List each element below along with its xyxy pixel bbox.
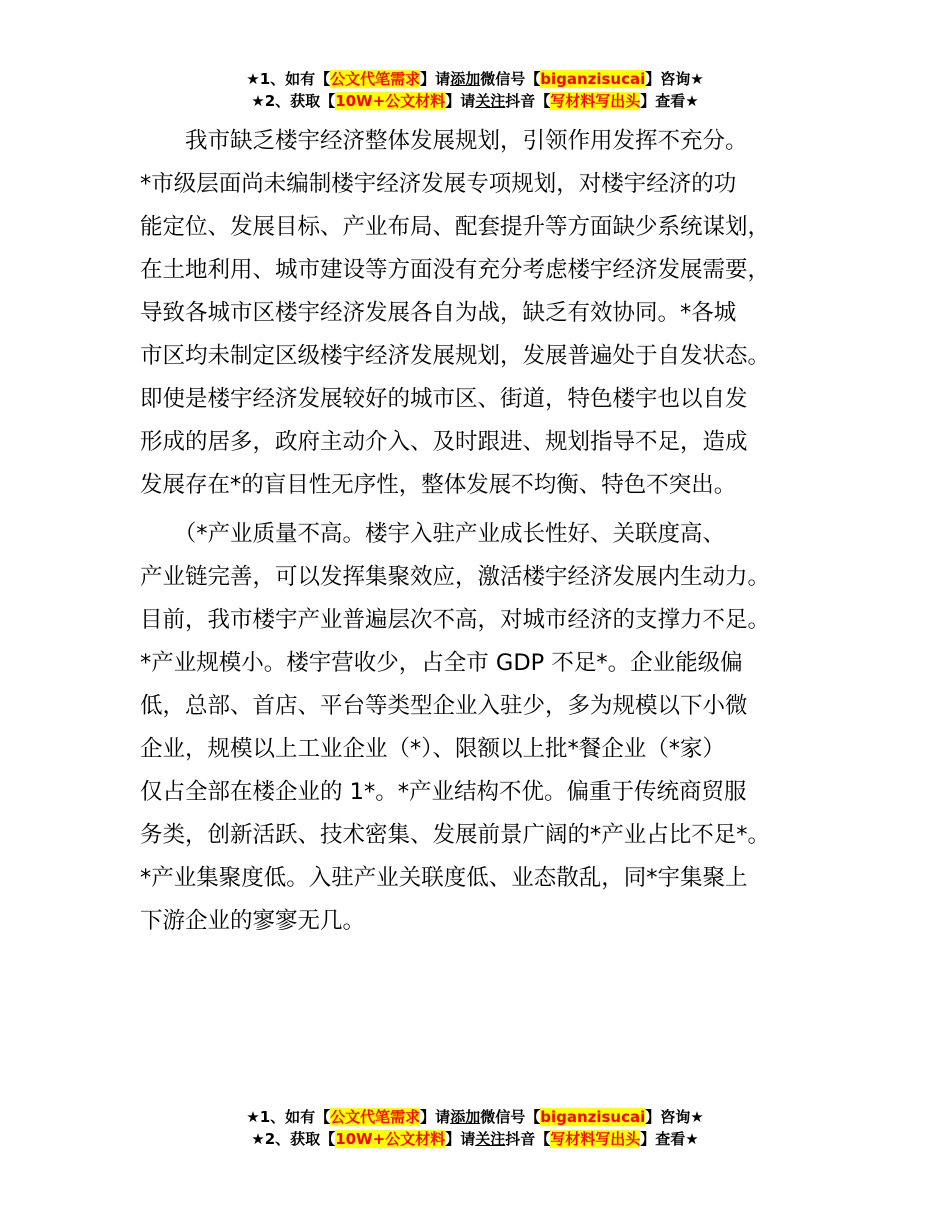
banner-text: ★1、如有【	[246, 70, 331, 88]
wechat-id: biganzisucai	[540, 1108, 646, 1126]
banner-text: 】请	[420, 1108, 451, 1126]
banner-text: 抖音【	[505, 1130, 551, 1148]
highlight-text: 10W+公文材料	[335, 1130, 446, 1148]
underlined-text: 关注	[475, 1130, 506, 1148]
banner-line-1	[0, 68, 950, 90]
paragraph-1: 我市缺乏楼宇经济整体发展规划，引领作用发挥不充分。 *市级层面尚未编制楼宇经济发展专项规划，对楼宇经济的功 能定位、发展目标、产业布局、配套提升等方面缺少系统谋划， 在土地利用、城市建设等方面没有充分考虑楼宇经济发展需要， 导致各城市区楼宇经济发展各自为战，缺乏有效协同。*各城 市区均未制定区级楼宇经济发展规划，发展普遍处于自发状态。 即使是楼宇经济发展较好的城市区、街道，特色楼宇也以自发 形成的居多，政府主动介入、及时跟进、规划指导不足，造成 发展存在*的盲目性无序性，整体发展不均衡、特色不突出。	[140, 128, 771, 498]
banner-text: 】请	[445, 1130, 476, 1148]
banner-text: 】请	[420, 70, 451, 88]
wechat-id: biganzisucai	[540, 70, 646, 88]
banner-text: 抖音【	[505, 92, 551, 110]
banner-line-1	[0, 1106, 950, 1128]
underlined-text: 添加	[450, 1108, 481, 1126]
banner-text: ★2、获取【	[251, 1130, 336, 1148]
banner-text: 微信号【	[480, 1108, 541, 1126]
banner-text: ★2、获取【	[251, 92, 336, 110]
paragraph-2: （*产业质量不高。楼宇入驻产业成长性好、关联度高、 产业链完善，可以发挥集聚效应，激活楼宇经济发展内生动力。 目前，我市楼宇产业普遍层次不高，对城市经济的支撑力不足。 *产业规模小。楼宇营收少，占全市 GDP 不足*。企业能级偏 低，总部、首店、平台等类型企业入驻少，多为规模以下小微 企业，规模以上工业企业（*）、限额以上批*餐企业（*家） 仅占全部在楼企业的 1*。*产业结构不优。偏重于传统商贸服 务类，创新活跃、技术密集、发展前景广阔的*产业占比不足*。 *产业集聚度低。入驻产业关联度低、业态散乱，同*宇集聚上 下游企业的寥寥无几。	[140, 521, 771, 934]
douyin-account: 写材料写出头	[550, 92, 641, 110]
document-body	[140, 120, 830, 943]
underlined-text: 添加	[450, 70, 481, 88]
banner-text: 】咨询★	[645, 70, 704, 88]
highlight-text: 公文代笔需求	[330, 1108, 421, 1126]
footer-banner	[0, 1106, 950, 1150]
banner-line-2	[0, 1128, 950, 1150]
banner-text: 微信号【	[480, 70, 541, 88]
header-banner	[0, 68, 950, 112]
underlined-text: 关注	[475, 92, 506, 110]
highlight-text: 10W+公文材料	[335, 92, 446, 110]
banner-text: 】请	[445, 92, 476, 110]
banner-line-2	[0, 90, 950, 112]
banner-text: ★1、如有【	[246, 1108, 331, 1126]
banner-text: 】查看★	[640, 92, 699, 110]
douyin-account: 写材料写出头	[550, 1130, 641, 1148]
banner-text: 】咨询★	[645, 1108, 704, 1126]
highlight-text: 公文代笔需求	[330, 70, 421, 88]
banner-text: 】查看★	[640, 1130, 699, 1148]
